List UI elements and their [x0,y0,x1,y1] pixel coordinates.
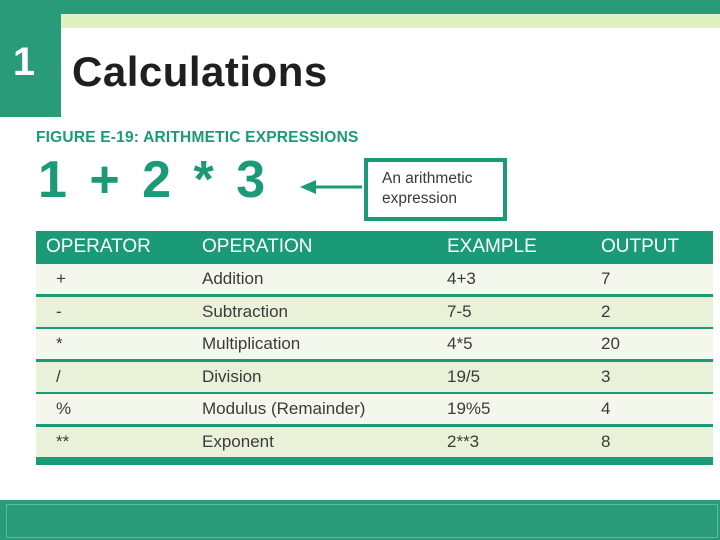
cell-example: 4+3 [447,269,476,288]
callout-text [382,169,497,209]
table-row [36,362,713,392]
cell-operation: Modulus (Remainder) [202,399,366,418]
table-row [36,394,713,424]
figure-caption: FIGURE E-19: ARITHMETIC EXPRESSIONS [36,129,359,146]
cell-output: 4 [601,399,611,418]
cell-operation: Subtraction [202,301,288,321]
cell-example: 7-5 [447,301,472,321]
table-row [36,297,713,327]
header-operation: OPERATION [202,236,313,257]
cell-operation: Addition [202,269,264,288]
table-row [36,264,713,294]
cell-example: 19/5 [447,366,481,386]
cell-operator: - [56,301,62,321]
slide-title: Calculations [72,48,328,95]
top-accent-band [0,0,720,14]
cell-operation: Exponent [202,431,274,451]
callout-box [364,158,507,221]
cell-operator: * [56,334,63,353]
cell-operation: Multiplication [202,334,301,353]
cell-output: 7 [601,269,611,288]
table-header-row [36,231,713,264]
cell-operator: % [56,399,72,418]
table-row [36,427,713,457]
cell-output: 20 [601,334,620,353]
callout-line-2: expression [382,190,457,207]
left-arrow-icon [300,177,364,197]
operators-table [36,231,713,465]
cell-output: 8 [601,431,611,451]
slide-number: 1 [12,40,36,84]
table-row [36,329,713,359]
top-light-band [61,14,720,28]
cell-operation: Division [202,366,262,386]
table-body [36,264,713,459]
bottom-band-outline [6,504,718,538]
header-operator: OPERATOR [46,236,151,257]
header-output: OUTPUT [601,236,680,257]
cell-operator: + [56,269,66,288]
header-example: EXAMPLE [447,236,537,257]
cell-output: 3 [601,366,611,386]
cell-example: 4*5 [447,334,473,353]
cell-output: 2 [601,301,611,321]
callout-line-1: An arithmetic [382,170,473,187]
cell-example: 2**3 [447,431,480,451]
cell-operator: / [56,366,61,386]
arithmetic-expression: 1 + 2 * 3 [38,151,270,209]
cell-example: 19%5 [447,399,491,418]
cell-operator: ** [56,431,70,451]
